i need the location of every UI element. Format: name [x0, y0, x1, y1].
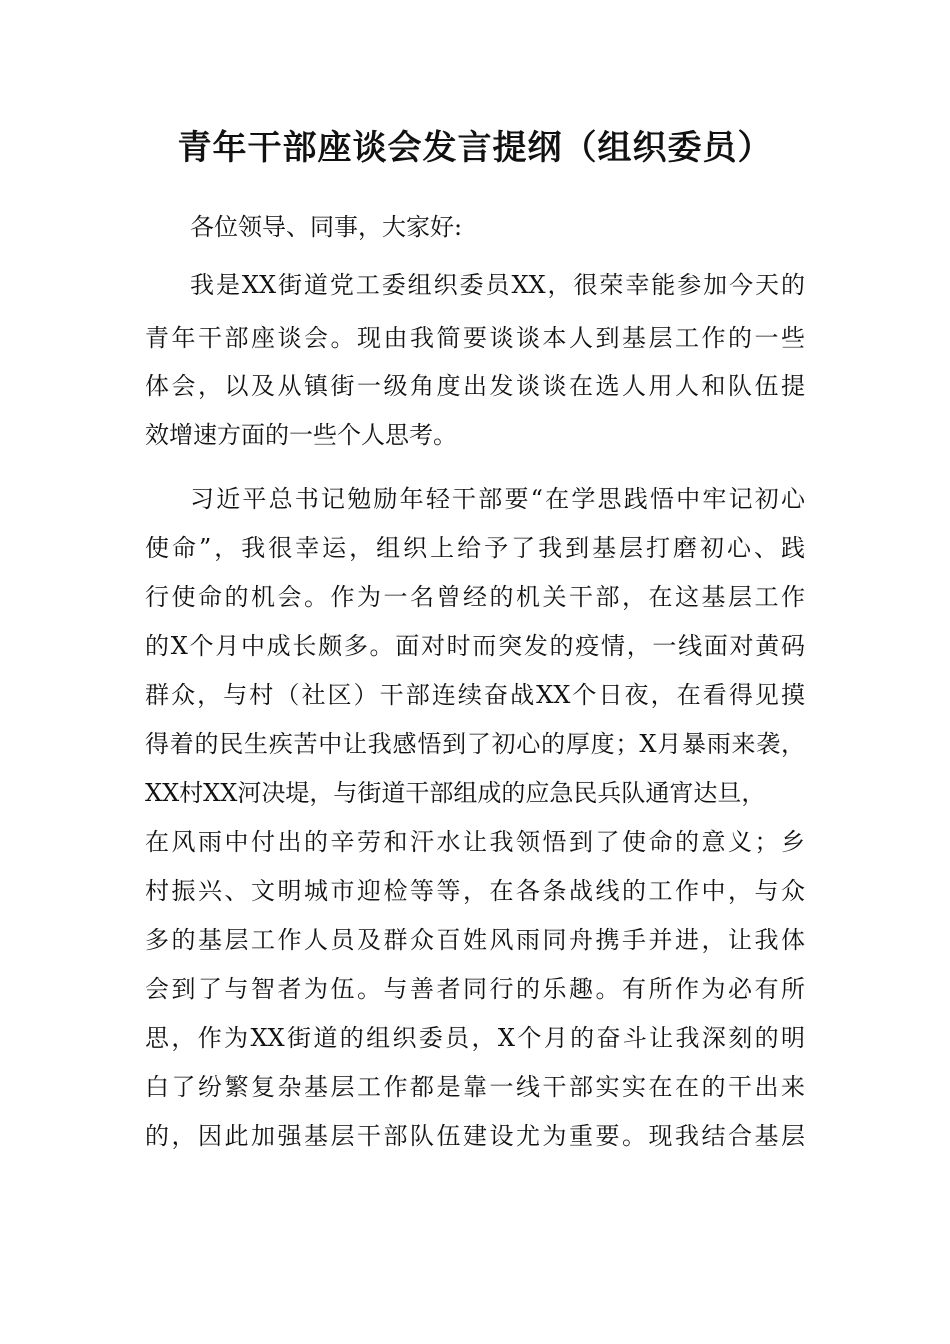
greeting-line: 各位领导、同事，大家好:	[190, 213, 463, 241]
paragraph-2-line-11: 会到了与智者为伍。与善者同行的乐趣。有所作为必有所	[145, 975, 805, 1003]
paragraph-2-line-12: 思，作为XX街道的组织委员，X个月的奋斗让我深刻的明	[145, 1024, 805, 1052]
paragraph-2-line-3: 行使命的机会。作为一名曾经的机关干部，在这基层工作	[145, 583, 805, 611]
paragraph-1-line-3: 体会，以及从镇街一级角度出发谈谈在选人用人和队伍提	[145, 372, 805, 400]
paragraph-2-line-13: 白了纷繁复杂基层工作都是靠一线干部实实在在的干出来	[145, 1073, 805, 1101]
document-title: 青年干部座谈会发言提纲（组织委员）	[177, 128, 773, 168]
paragraph-2-line-1: 习近平总书记勉励年轻干部要“在学思践悟中牢记初心	[190, 485, 805, 513]
paragraph-2-line-10: 多的基层工作人员及群众百姓风雨同舟携手并进，让我体	[145, 926, 805, 954]
paragraph-2-line-2: 使命”，我很幸运，组织上给予了我到基层打磨初心、践	[145, 534, 805, 562]
paragraph-2-line-8: 在风雨中付出的辛劳和汗水让我领悟到了使命的意义；乡	[145, 828, 805, 856]
paragraph-1-line-2: 青年干部座谈会。现由我简要谈谈本人到基层工作的一些	[145, 324, 805, 352]
paragraph-1-line-4: 效增速方面的一些个人思考。	[145, 421, 457, 449]
paragraph-2-line-9: 村振兴、文明城市迎检等等，在各条战线的工作中，与众	[145, 877, 805, 905]
paragraph-1-line-1: 我是XX街道党工委组织委员XX，很荣幸能参加今天的	[190, 271, 805, 299]
paragraph-2-line-5: 群众，与村（社区）干部连续奋战XX个日夜，在看得见摸	[145, 681, 805, 709]
paragraph-2-line-14: 的，因此加强基层干部队伍建设尤为重要。现我结合基层	[145, 1122, 805, 1150]
paragraph-2-line-4: 的X个月中成长颇多。面对时而突发的疫情，一线面对黄码	[145, 632, 805, 660]
paragraph-2-line-6: 得着的民生疾苦中让我感悟到了初心的厚度；X月暴雨来袭，	[145, 730, 805, 758]
paragraph-2-line-7: XX村XX河决堤，与街道干部组成的应急民兵队通宵达旦，	[145, 779, 766, 807]
